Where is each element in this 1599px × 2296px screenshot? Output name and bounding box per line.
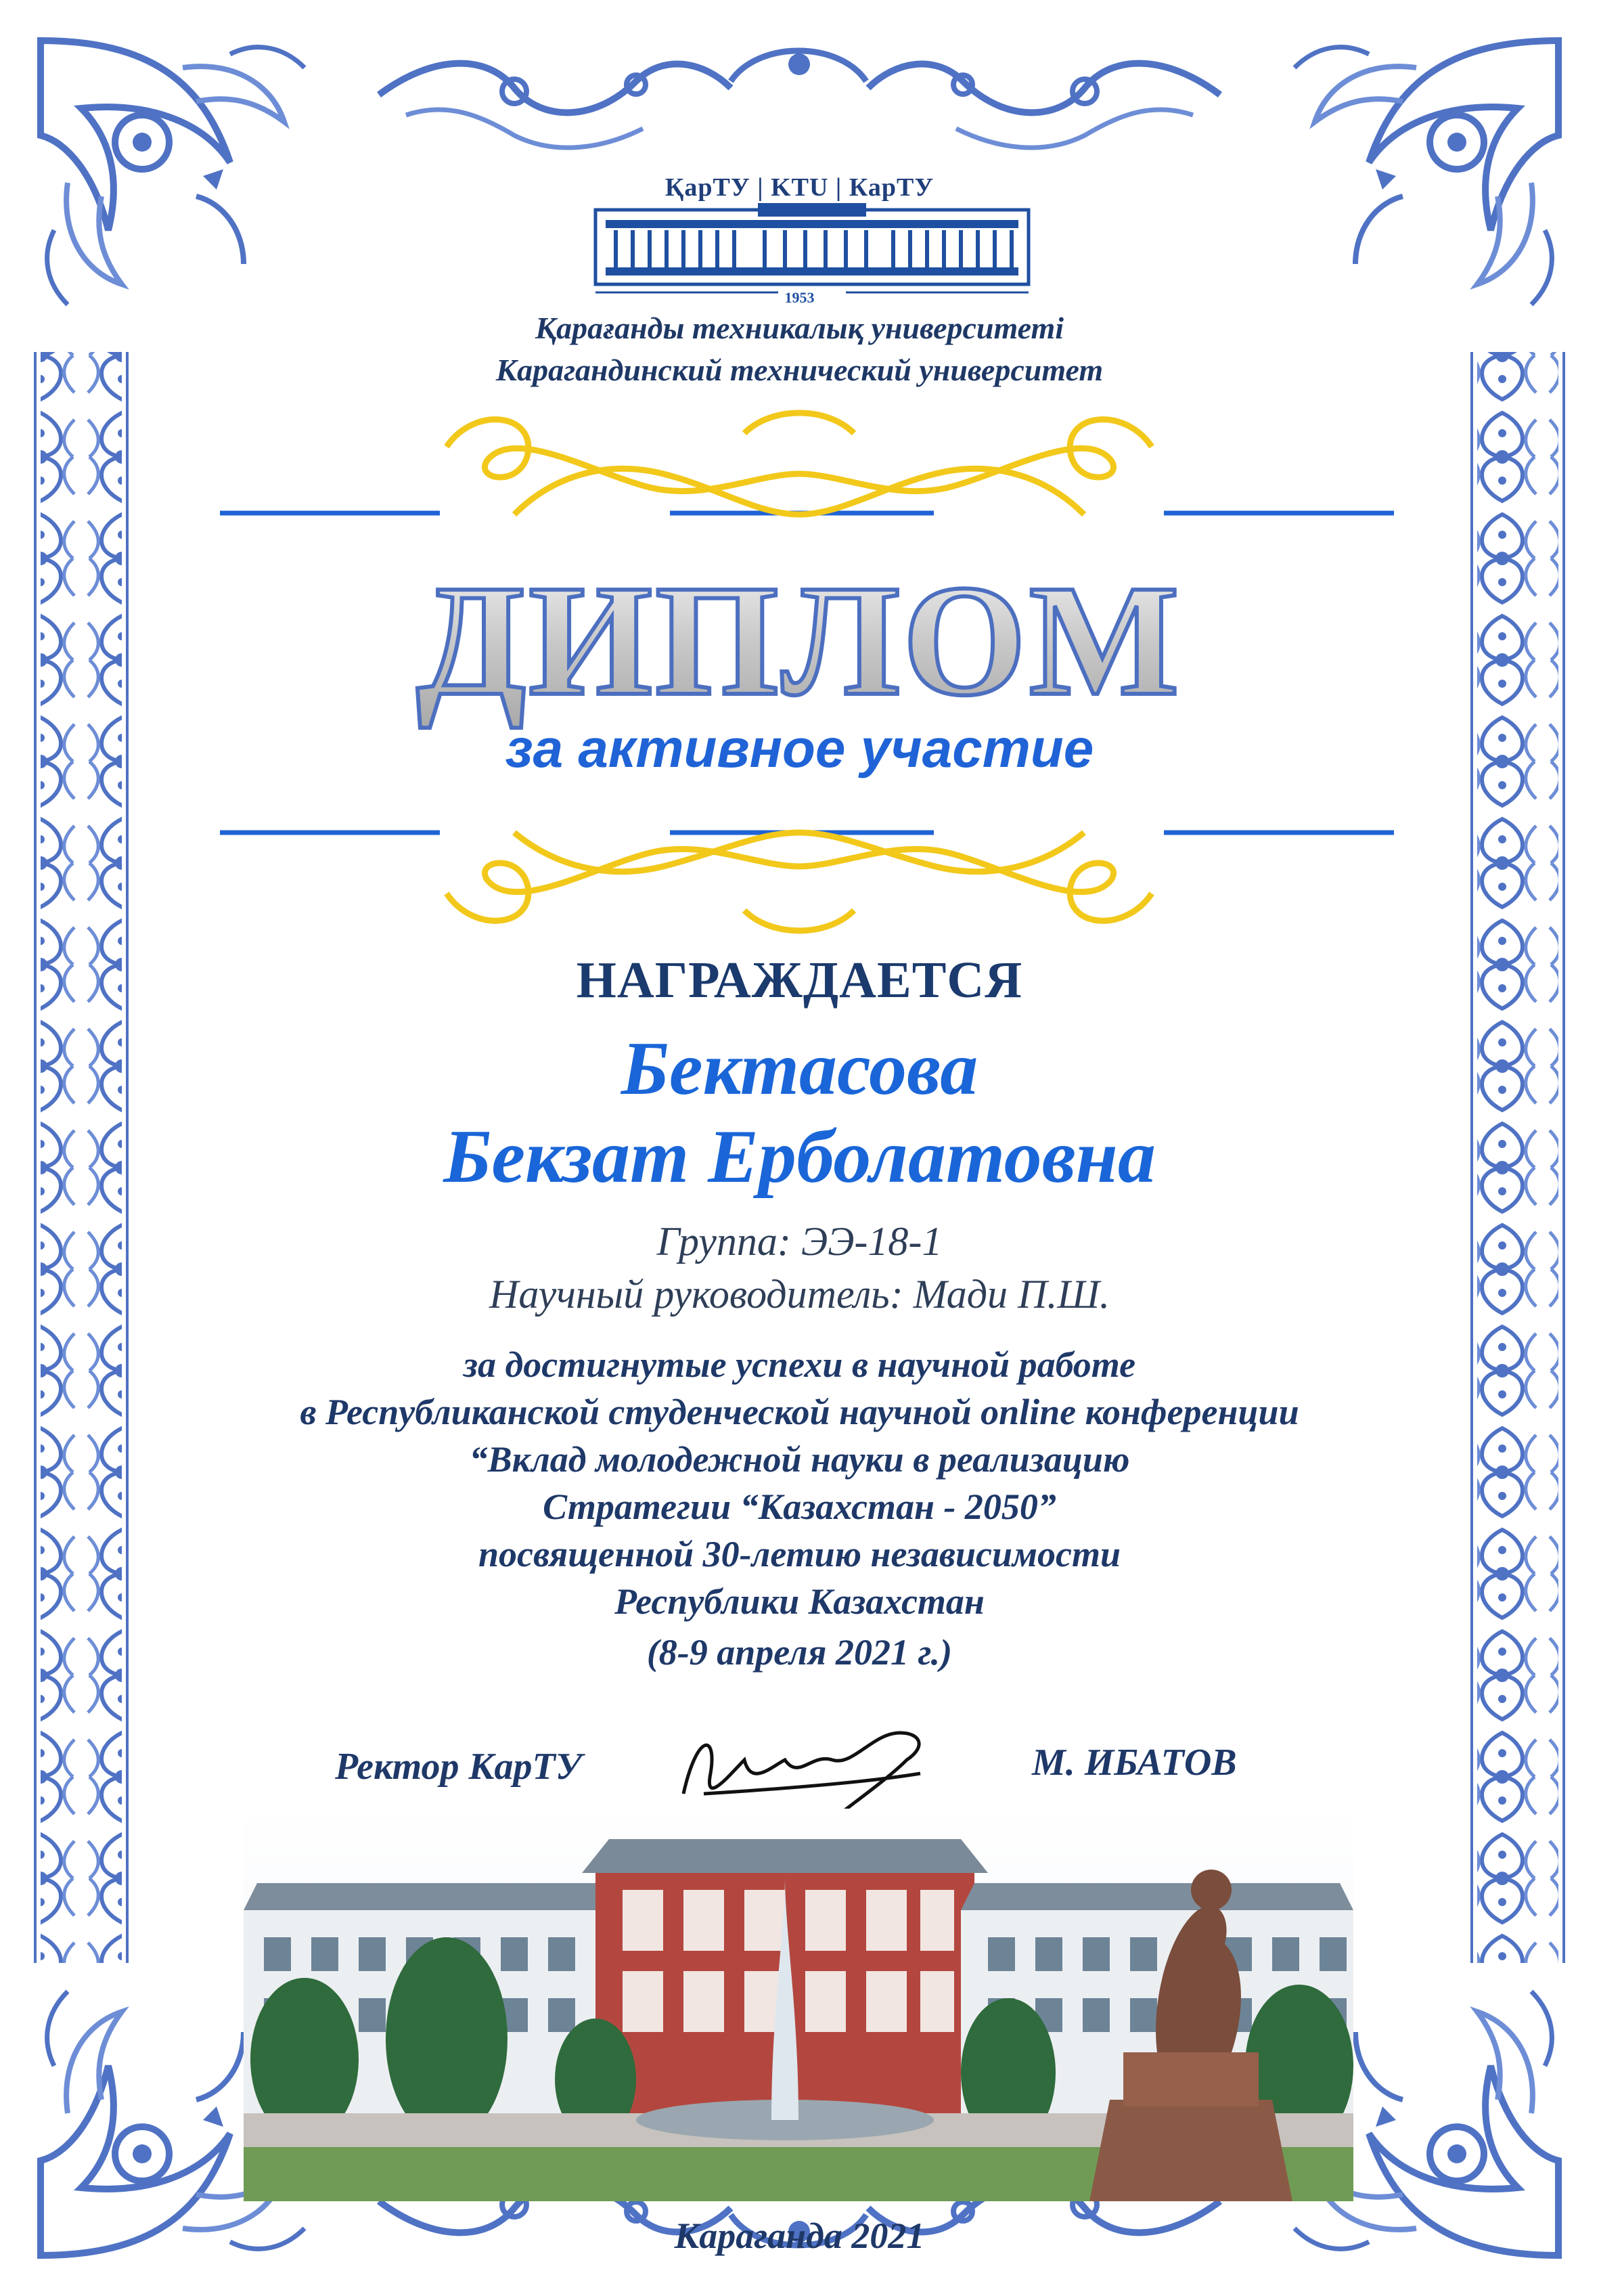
citation-line: за достигнутые успехи в научной работе	[463, 1344, 1136, 1385]
gold-flourish-top	[447, 413, 1152, 514]
campus-photo	[244, 1809, 1353, 2201]
citation-line: Республики Казахстан	[614, 1581, 985, 1622]
subtitle: за активное участие	[505, 718, 1094, 778]
university-name-ru: Карагандинский технический университет	[495, 353, 1104, 387]
citation-line: в Республиканской студенческой научной online конференции	[300, 1392, 1299, 1432]
event-dates: (8-9 апреля 2021 г.)	[646, 1632, 953, 1673]
university-name-kz: Қарағанды техникалық университеті	[535, 311, 1064, 345]
group-line: Группа: ЭЭ-18-1	[656, 1219, 943, 1264]
citation-line: Стратегии “Казахстан - 2050”	[543, 1486, 1056, 1527]
rector-title: Ректор КарТУ	[335, 1746, 582, 1788]
citation-line: “Вклад молодежной науки в реализацию	[469, 1439, 1130, 1480]
awarded-label: НАГРАЖДАЕТСЯ	[576, 952, 1023, 1009]
advisor-line: Научный руководитель: Мади П.Ш.	[489, 1272, 1110, 1317]
recipient-surname: Бектасова	[621, 1027, 978, 1111]
recipient-given-names: Бекзат Ерболатовна	[443, 1115, 1156, 1199]
footer-city-year: Караганда 2021	[674, 2215, 925, 2256]
rector-name: М. ИБАТОВ	[1032, 1742, 1237, 1784]
gold-flourish-bottom	[447, 833, 1152, 931]
logo-caption: ҚарТУ | KTU | КарТУ	[665, 173, 934, 202]
university-logo	[595, 203, 1029, 292]
citation-line: посвященной 30-летию независимости	[478, 1534, 1121, 1574]
logo-year: 1953	[784, 289, 815, 306]
diploma-title-text: ДИПЛОМ	[416, 552, 1182, 728]
